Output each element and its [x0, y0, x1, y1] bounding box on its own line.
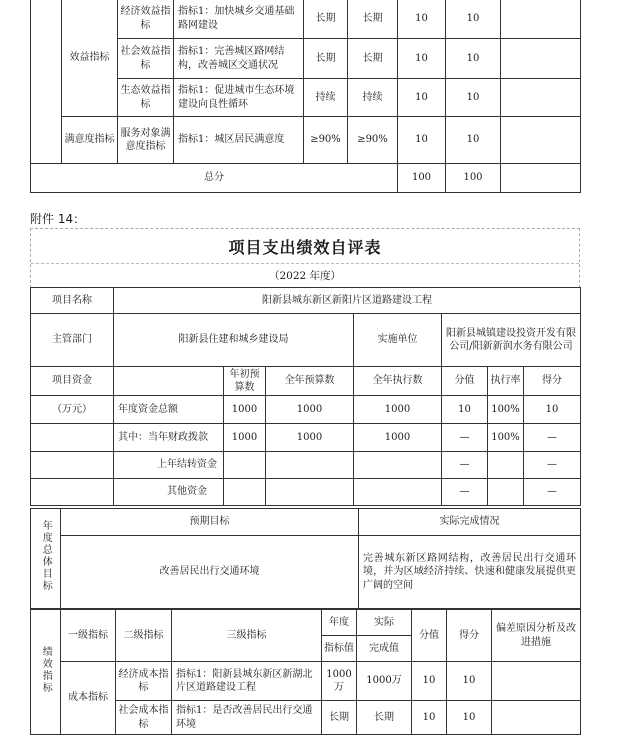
impl-value: 阳新县城镇建设投资开发有限公司/阳新新润水务有限公司	[442, 314, 581, 367]
doc-year: （2022 年度）	[31, 263, 579, 283]
cost-indicator: 成本指标	[61, 662, 116, 735]
goal-expected: 改善居民出行交通环境	[61, 536, 359, 609]
funding-table: 项目名称 阳新县城东新区新阳片区道路建设工程 主管部门 阳新县住建和城乡建设局 实施单位 阳新县城镇建设投资开发有限公司/阳新新润水务有限公司 项目资金 年初预算数 全年预算数 全年执行数 分值 执行率 得分 （万元） 年度资金总额 1000 1000 1000 10 100% 10 其中：当年财政拨款 1000 1000 1000 — 100% — 上年结转资金 — — 其他资金 — —	[30, 287, 581, 506]
cat-cell: 经济效益指标	[118, 0, 174, 39]
total-full: 100	[398, 164, 446, 193]
impl-label: 实施单位	[354, 314, 442, 367]
perf-table: 绩效指标 一级指标 二级指标 三级指标 年度 实际 分值 得分 偏差原因分析及改进措施 指标值 完成值 成本指标 经济成本指标 指标1：阳新县城东新区新湖北片区道路建设工程 1000万 1000万 10 10 社会成本指标 指标1：是否改善居民出行交通环境 长期 长期 10 10	[30, 609, 581, 735]
group-satisfaction: 满意度指标	[62, 117, 118, 164]
group-benefit: 效益指标	[62, 0, 118, 117]
goal-actual: 完善城东新区路网结构，改善居民出行交通环境，并为区域经济持续、快速和健康发展提供更广阔的空间	[359, 536, 581, 609]
doc-header	[30, 228, 580, 288]
fund-unit: （万元）	[31, 396, 114, 424]
dept-label: 主管部门	[31, 314, 114, 367]
perf-label: 绩效指标	[40, 645, 52, 694]
fund-label: 项目资金	[31, 367, 114, 396]
goals-label: 年度总体目标	[40, 520, 52, 593]
doc-title: 项目支出绩效自评表	[228, 238, 382, 257]
ind-cell: 指标1：加快城乡交通基础路网建设	[174, 0, 304, 39]
project-value: 阳新县城东新区新阳片区道路建设工程	[114, 288, 581, 314]
annex-label: 附件 14：	[30, 212, 86, 226]
total-label: 总分	[31, 164, 398, 193]
goals-table: 年度总体目标 预期目标 实际完成情况 改善居民出行交通环境 完善城东新区路网结构，改善居民出行交通环境，并为区域经济持续、快速和健康发展提供更广阔的空间	[30, 508, 581, 609]
dept-value: 阳新县住建和城乡建设局	[114, 314, 354, 367]
project-label: 项目名称	[31, 288, 114, 314]
total-score: 100	[446, 164, 501, 193]
prev-table: 效益指标 经济效益指标 指标1：加快城乡交通基础路网建设 长期 长期 10 10 社会效益指标 指标1：完善城区路网结构，改善城区交通状况 长期 长期 10 10 生态效益指标 指标1：促进城市生态环境建设向良性循环 持续 持续 10 10 满意度指标 服务对象满意度指标 指标1：城区居民满意度 ≥90% ≥90% 10 10 总分 100 100	[30, 0, 581, 193]
